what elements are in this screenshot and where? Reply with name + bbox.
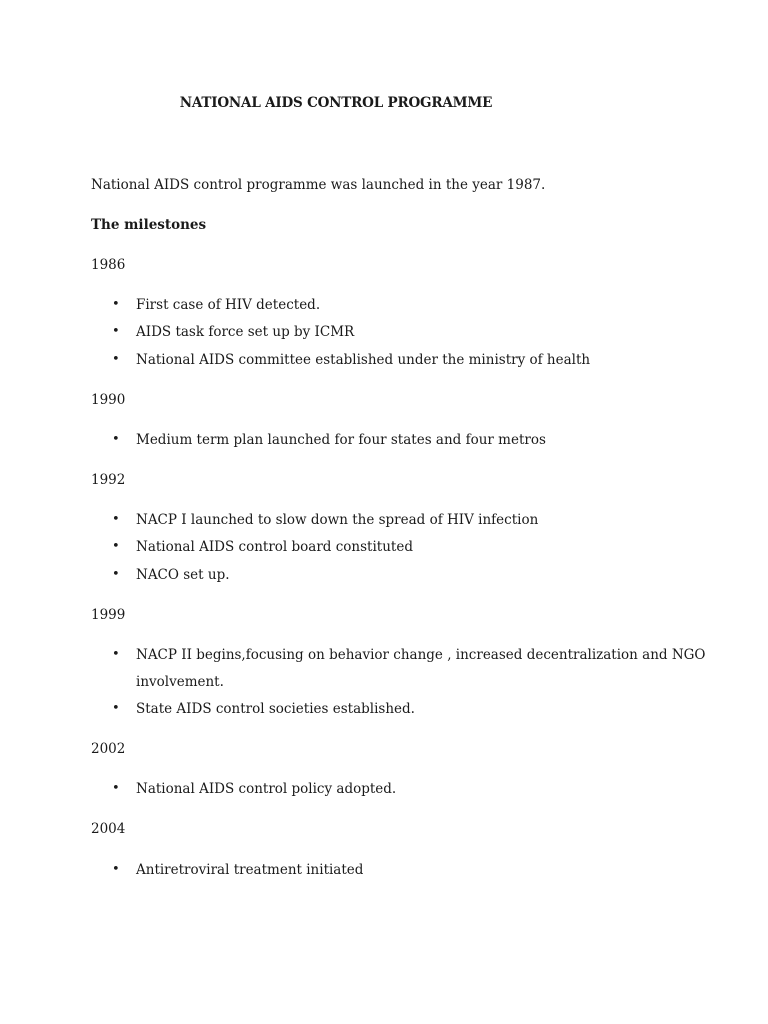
bullet-icon: • — [112, 567, 120, 582]
list-item: NACP II begins,focusing on behavior change , increased decentralization and NGO — [136, 647, 706, 663]
year-heading-1986: 1986 — [91, 257, 126, 273]
bullet-icon: • — [112, 432, 120, 447]
list-item: AIDS task force set up by ICMR — [136, 324, 355, 340]
year-heading-1999: 1999 — [91, 607, 126, 623]
list-item: National AIDS control policy adopted. — [136, 781, 397, 797]
list-item: Antiretroviral treatment initiated — [136, 862, 364, 878]
page-title: NATIONAL AIDS CONTROL PROGRAMME — [179, 95, 493, 111]
list-item: First case of HIV detected. — [136, 297, 321, 313]
list-item: State AIDS control societies established. — [136, 701, 415, 717]
intro-paragraph: National AIDS control programme was launched in the year 1987. — [91, 177, 546, 193]
year-heading-2004: 2004 — [91, 821, 126, 837]
year-heading-1990: 1990 — [91, 392, 126, 408]
bullet-icon: • — [112, 512, 120, 527]
list-item: NACP I launched to slow down the spread of HIV infection — [136, 512, 539, 528]
bullet-icon: • — [112, 539, 120, 554]
milestones-heading: The milestones — [91, 217, 207, 233]
bullet-icon: • — [112, 297, 120, 312]
bullet-icon: • — [112, 352, 120, 367]
list-item-continuation: involvement. — [136, 674, 224, 690]
bullet-icon: • — [112, 701, 120, 716]
year-heading-1992: 1992 — [91, 472, 126, 488]
list-item: National AIDS committee established under the ministry of health — [136, 352, 591, 368]
list-item: Medium term plan launched for four states and four metros — [136, 432, 546, 448]
list-item: NACO set up. — [136, 567, 230, 583]
bullet-icon: • — [112, 324, 120, 339]
year-heading-2002: 2002 — [91, 741, 126, 757]
list-item: National AIDS control board constituted — [136, 539, 413, 555]
bullet-icon: • — [112, 781, 120, 796]
bullet-icon: • — [112, 862, 120, 877]
bullet-icon: • — [112, 647, 120, 662]
